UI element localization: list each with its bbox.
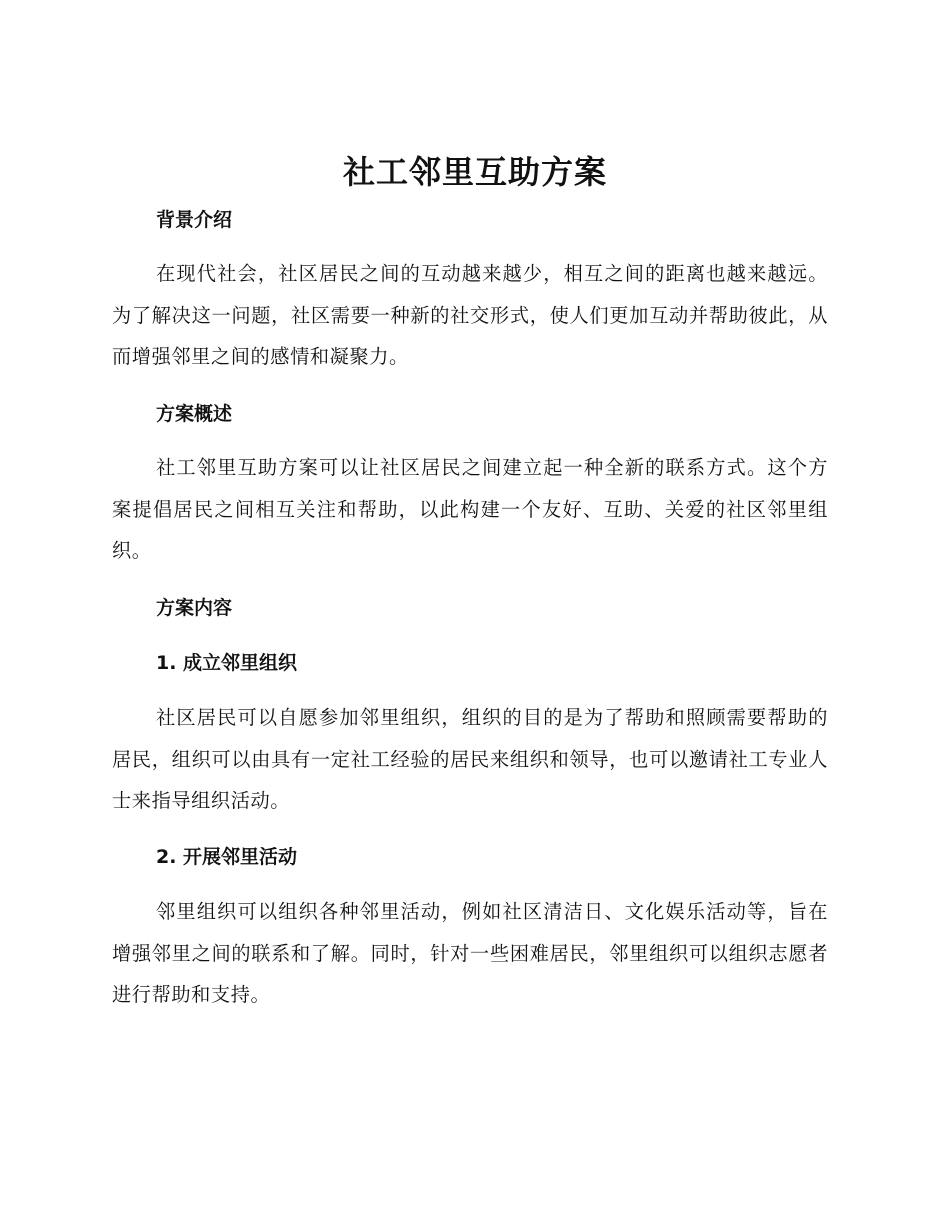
subsection-paragraph-1: 社区居民可以自愿参加邻里组织，组织的目的是为了帮助和照顾需要帮助的居民，组织可以由具有一定社工经验的居民来组织和领导，也可以邀请社工专业人士来指导组织活动。 xyxy=(112,706,828,812)
document-title: 社工邻里互助方案 xyxy=(342,153,607,191)
section-heading-content: 方案内容 xyxy=(156,597,233,619)
section-paragraph-overview: 社工邻里互助方案可以让社区居民之间建立起一种全新的联系方式。这个方案提倡居民之间相互关注和帮助，以此构建一个友好、互助、关爱的社区邻里组织。 xyxy=(112,456,828,562)
section-paragraph-background: 在现代社会，社区居民之间的互动越来越少，相互之间的距离也越来越远。为了解决这一问题，社区需要一种新的社交形式，使人们更加互动并帮助彼此，从而增强邻里之间的感情和凝聚力。 xyxy=(112,262,828,368)
subsection-heading-1: 1. 成立邻里组织 xyxy=(156,652,298,674)
section-heading-background: 背景介绍 xyxy=(156,209,233,231)
subsection-heading-2: 2. 开展邻里活动 xyxy=(156,846,298,868)
subsection-paragraph-2: 邻里组织可以组织各种邻里活动，例如社区清洁日、文化娱乐活动等，旨在增强邻里之间的联系和了解。同时，针对一些困难居民，邻里组织可以组织志愿者进行帮助和支持。 xyxy=(112,900,828,1006)
section-heading-overview: 方案概述 xyxy=(156,403,233,425)
